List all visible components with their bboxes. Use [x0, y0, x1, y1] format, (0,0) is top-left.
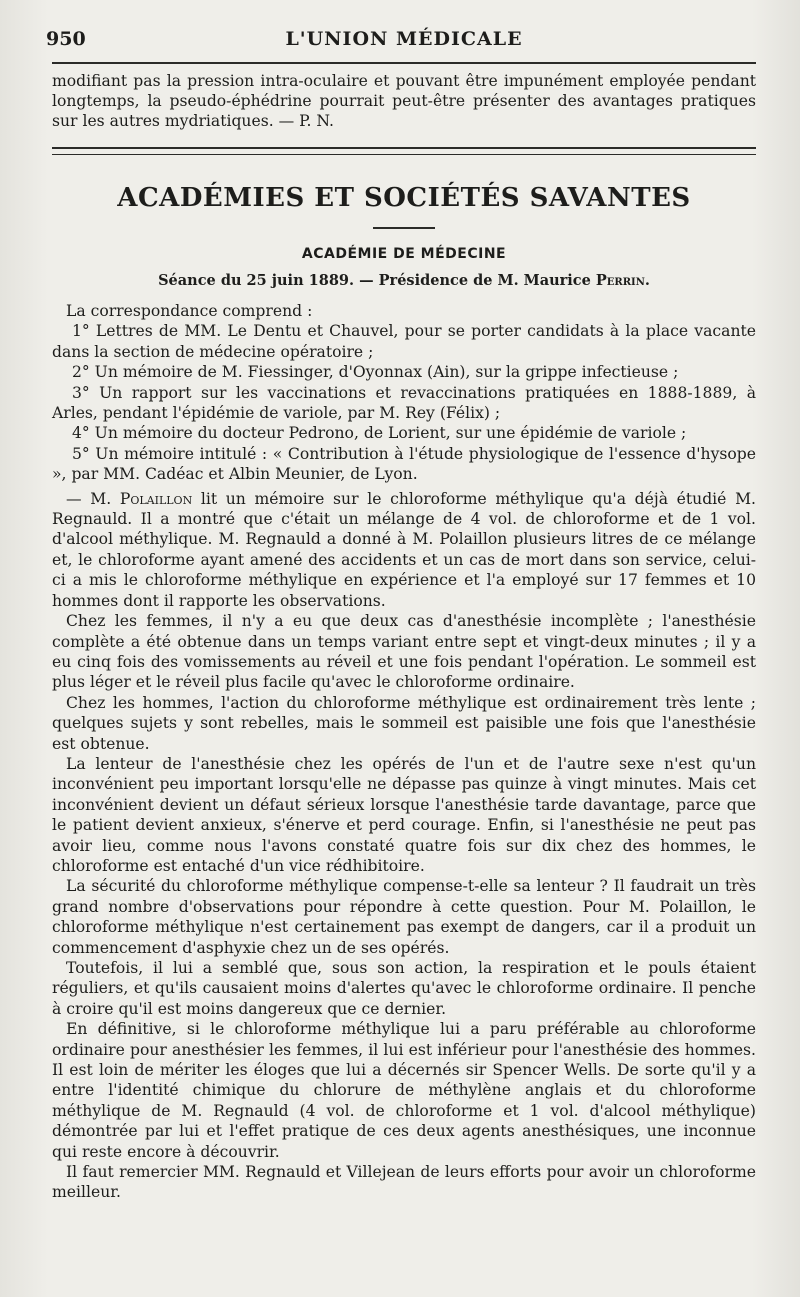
- correspondance-item: 5° Un mémoire intitulé : « Contribution à l'étude physiologique de l'essence d'hysope », par MM. Cadéac et Albin Meunier, de Lyon.: [52, 444, 756, 484]
- body-paragraph: La sécurité du chloroforme méthylique compense-t-elle sa lenteur ? Il faudrait un très grand nombre d'observations pour répondre à cette question. Pour M. Polaillon, le chloroforme méthylique n'est certainement pas exempt de dangers, car il a produit un commencement d'asphyxie chez un de ses opérés.: [52, 877, 756, 957]
- article-body: [52, 301, 756, 1203]
- polaillon-lead: — M.: [66, 489, 120, 508]
- previous-article-ending: [52, 71, 756, 131]
- polaillon-paragraph: [52, 489, 756, 611]
- correspondance-item: 1° Lettres de MM. Le Dentu et Chauvel, pour se porter candidats à la place vacante dans la section de médecine opératoire ;: [52, 322, 756, 361]
- body-paragraph: La lenteur de l'anesthésie chez les opérés de l'un et de l'autre sexe n'est qu'un inconvénient peu important lorsqu'elle ne dépasse pas quinze à vingt minutes. Mais cet inconvénient devient un défaut sérieux lorsque l'anesthésie tarde davantage, parce que le patient devient anxieux, s'énerve et perd courage. Enfin, si l'anesthésie ne peut pas avoir lieu, comme nous l'avons constaté quatre fois sur dix chez des hommes, le chloroforme est entaché d'un vice rédhibitoire.: [52, 754, 756, 875]
- academy-heading: ACADÉMIE DE MÉDECINE: [301, 246, 507, 262]
- page-number: 950: [46, 28, 86, 50]
- correspondance-intro: La correspondance comprend :: [66, 302, 313, 320]
- polaillon-text: lit un mémoire sur le chloroforme méthylique qu'a déjà étudié M. Regnauld. Il a montré que c'était un mélange de 4 vol. de chloroforme et de 1 vol. d'alcool méthylique. M. Regnauld a donné à M. Polaillon plusieurs litres de ce mélange et, le chloroforme ayant amené des accidents et un cas de mort dans son service, celui-ci a mis le chloroforme méthylique en expérience et l'a employé sur 17 femmes et 10 hommes dont il rapporte les observations.: [52, 489, 756, 610]
- running-header: [46, 0, 756, 64]
- body-paragraph: Il faut remercier MM. Regnauld et Villejean de leurs efforts pour avoir un chloroforme meilleur.: [52, 1163, 756, 1202]
- body-paragraph: Chez les hommes, l'action du chloroforme méthylique est ordinairement très lente ; quelques sujets y sont rebelles, mais le sommeil est paisible une fois que l'anesthésie est obtenue.: [52, 693, 756, 753]
- body-paragraph: En définitive, si le chloroforme méthylique lui a paru préférable au chloroforme ordinaire pour anesthésier les femmes, il lui est inférieur pour l'anesthésie des hommes. Il est loin de mériter les éloges que lui a décernés sir Spencer Wells. De sorte qu'il y a entre l'identité chimique du chlorure de méthylène anglais et du chloroforme méthylique de M. Regnauld (4 vol. de chloroforme et 1 vol. d'alcool méthylique) démontrée par lui et l'effet pratique de ces deux agents anesthésiques, une inconnue qui reste encore à découvrir.: [52, 1020, 756, 1161]
- session-president: Perrin.: [595, 272, 650, 289]
- body-paragraph: Chez les femmes, il n'y a eu que deux cas d'anesthésie incomplète ; l'anesthésie complète a été obtenue dans un temps variant entre sept et vingt-deux minutes ; il y a eu cinq fois des vomissements au réveil et une fois pendant l'opération. Le sommeil est plus léger et le réveil plus facile qu'avec le chloroforme ordinaire.: [52, 612, 756, 692]
- session-date: Séance du 25 juin 1889. — Présidence de M. Maurice: [158, 272, 596, 289]
- body-paragraph: Toutefois, il lui a semblé que, sous son action, la respiration et le pouls étaient réguliers, et qu'ils causaient moins d'alertes qu'avec le chloroforme ordinaire. Il penche à croire qu'il est moins dangereux que ce dernier.: [52, 959, 756, 1018]
- intro-paragraph: modifiant pas la pression intra-oculaire et pouvant être impunément employée pendant longtemps, la pseudo-éphédrine pourrait peut-être présenter des avantages pratiques sur les autres mydriatiques. — P. N.: [52, 72, 756, 130]
- polaillon-name: Polaillon: [119, 489, 193, 508]
- session-line: [52, 272, 756, 289]
- title-rule: [373, 227, 435, 229]
- correspondance-item: 3° Un rapport sur les vaccinations et revaccinations pratiquées en 1888-1889, à Arles, pendant l'épidémie de variole, par M. Rey (Félix) ;: [52, 383, 756, 423]
- correspondance-item: 2° Un mémoire de M. Fiessinger, d'Oyonnax (Ain), sur la grippe infectieuse ;: [72, 363, 679, 382]
- journal-title: L'UNION MÉDICALE: [285, 28, 523, 50]
- correspondance-item: 4° Un mémoire du docteur Pedrono, de Lorient, sur une épidémie de variole ;: [72, 424, 687, 443]
- section-title: ACADÉMIES ET SOCIÉTÉS SAVANTES: [117, 183, 691, 213]
- section-divider: [52, 147, 756, 155]
